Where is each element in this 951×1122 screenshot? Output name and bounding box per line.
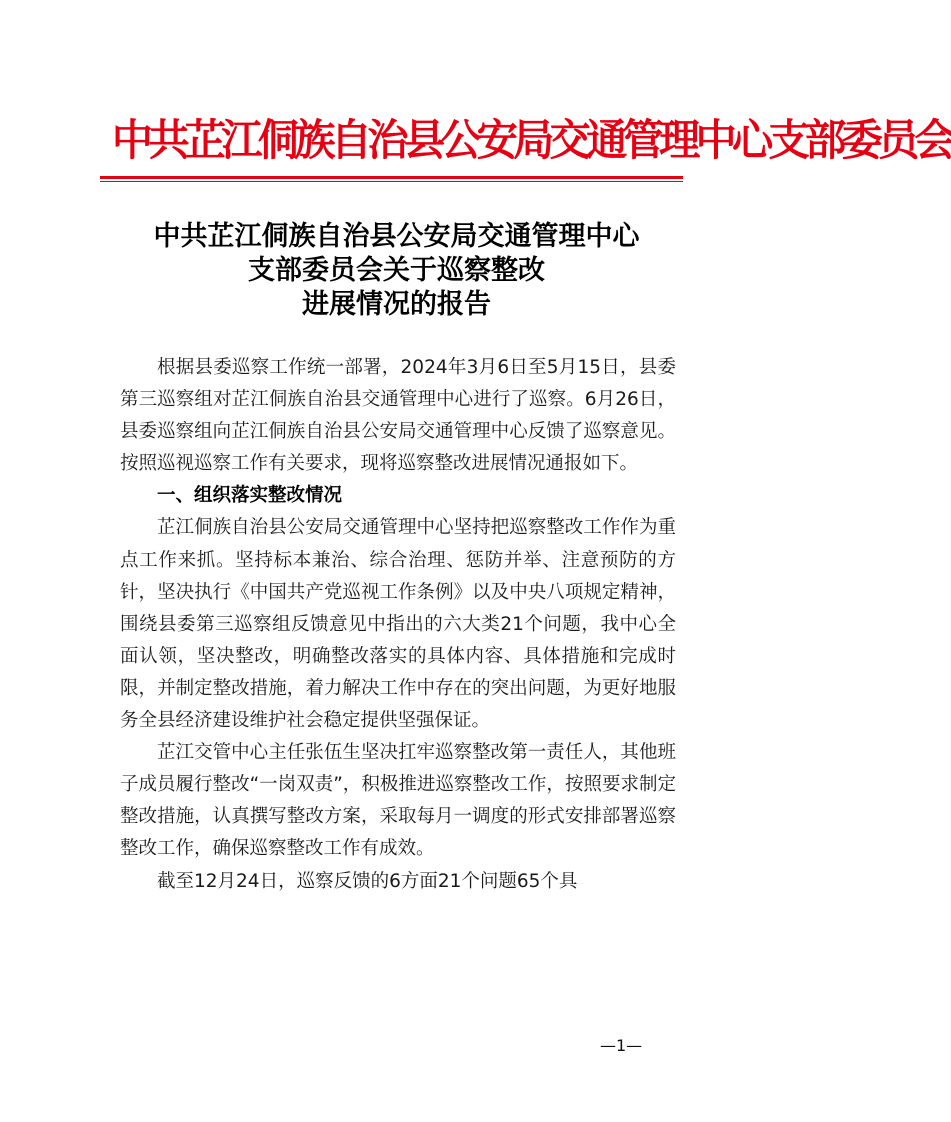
body-paragraph-4: 截至12月24日，巡察反馈的6方面21个问题65个具	[157, 870, 578, 892]
body-paragraph-2: 芷江侗族自治县公安局交通管理中心坚持把巡察整改工作作为重点工作来抓。坚持标本兼治、综合治理、惩防并举、注意预防的方针，坚决执行《中国共产党巡视工作条例》以及中央八项规定精神，围绕县委第三巡察组反馈意见中指出的六大类21个问题，我中心全面认领，坚决整改，明确整改落实的具体内容、具体措施和完成时限，并制定整改措施，着力解决工作中存在的突出问题，为更好地服务全县经济建设维护社会稳定提供坚强保证。	[120, 517, 676, 732]
document-body	[120, 352, 676, 898]
document-title-line-1: 中共芷江侗族自治县公安局交通管理中心	[153, 221, 640, 252]
document-title-line-2: 支部委员会关于巡察整改	[248, 255, 545, 286]
letterhead-red-rule	[100, 176, 683, 179]
letterhead-title: 中共芷江侗族自治县公安局交通管理中心支部委员会	[111, 116, 951, 166]
document-title-line-3: 进展情况的报告	[302, 289, 491, 320]
section-heading-1: 一、组织落实整改情况	[157, 485, 343, 507]
letterhead-red-rule-thin	[100, 181, 683, 182]
body-paragraph-intro: 根据县委巡察工作统一部署，2024年3月6日至5月15日，县委第三巡察组对芷江侗族自治县交通管理中心进行了巡察。6月26日，县委巡察组向芷江侗族自治县公安局交通管理中心反馈了巡察意见。按照巡视巡察工作有关要求，现将巡察整改进展情况通报如下。	[120, 357, 676, 475]
page-number: —1—	[600, 1036, 643, 1055]
body-paragraph-3: 芷江交管中心主任张伍生坚决扛牢巡察整改第一责任人，其他班子成员履行整改“一岗双责”，积极推进巡察整改工作，按照要求制定整改措施，认真撰写整改方案，采取每月一调度的形式安排部署巡察整改工作，确保巡察整改工作有成效。	[120, 742, 676, 860]
document-title	[100, 220, 693, 322]
